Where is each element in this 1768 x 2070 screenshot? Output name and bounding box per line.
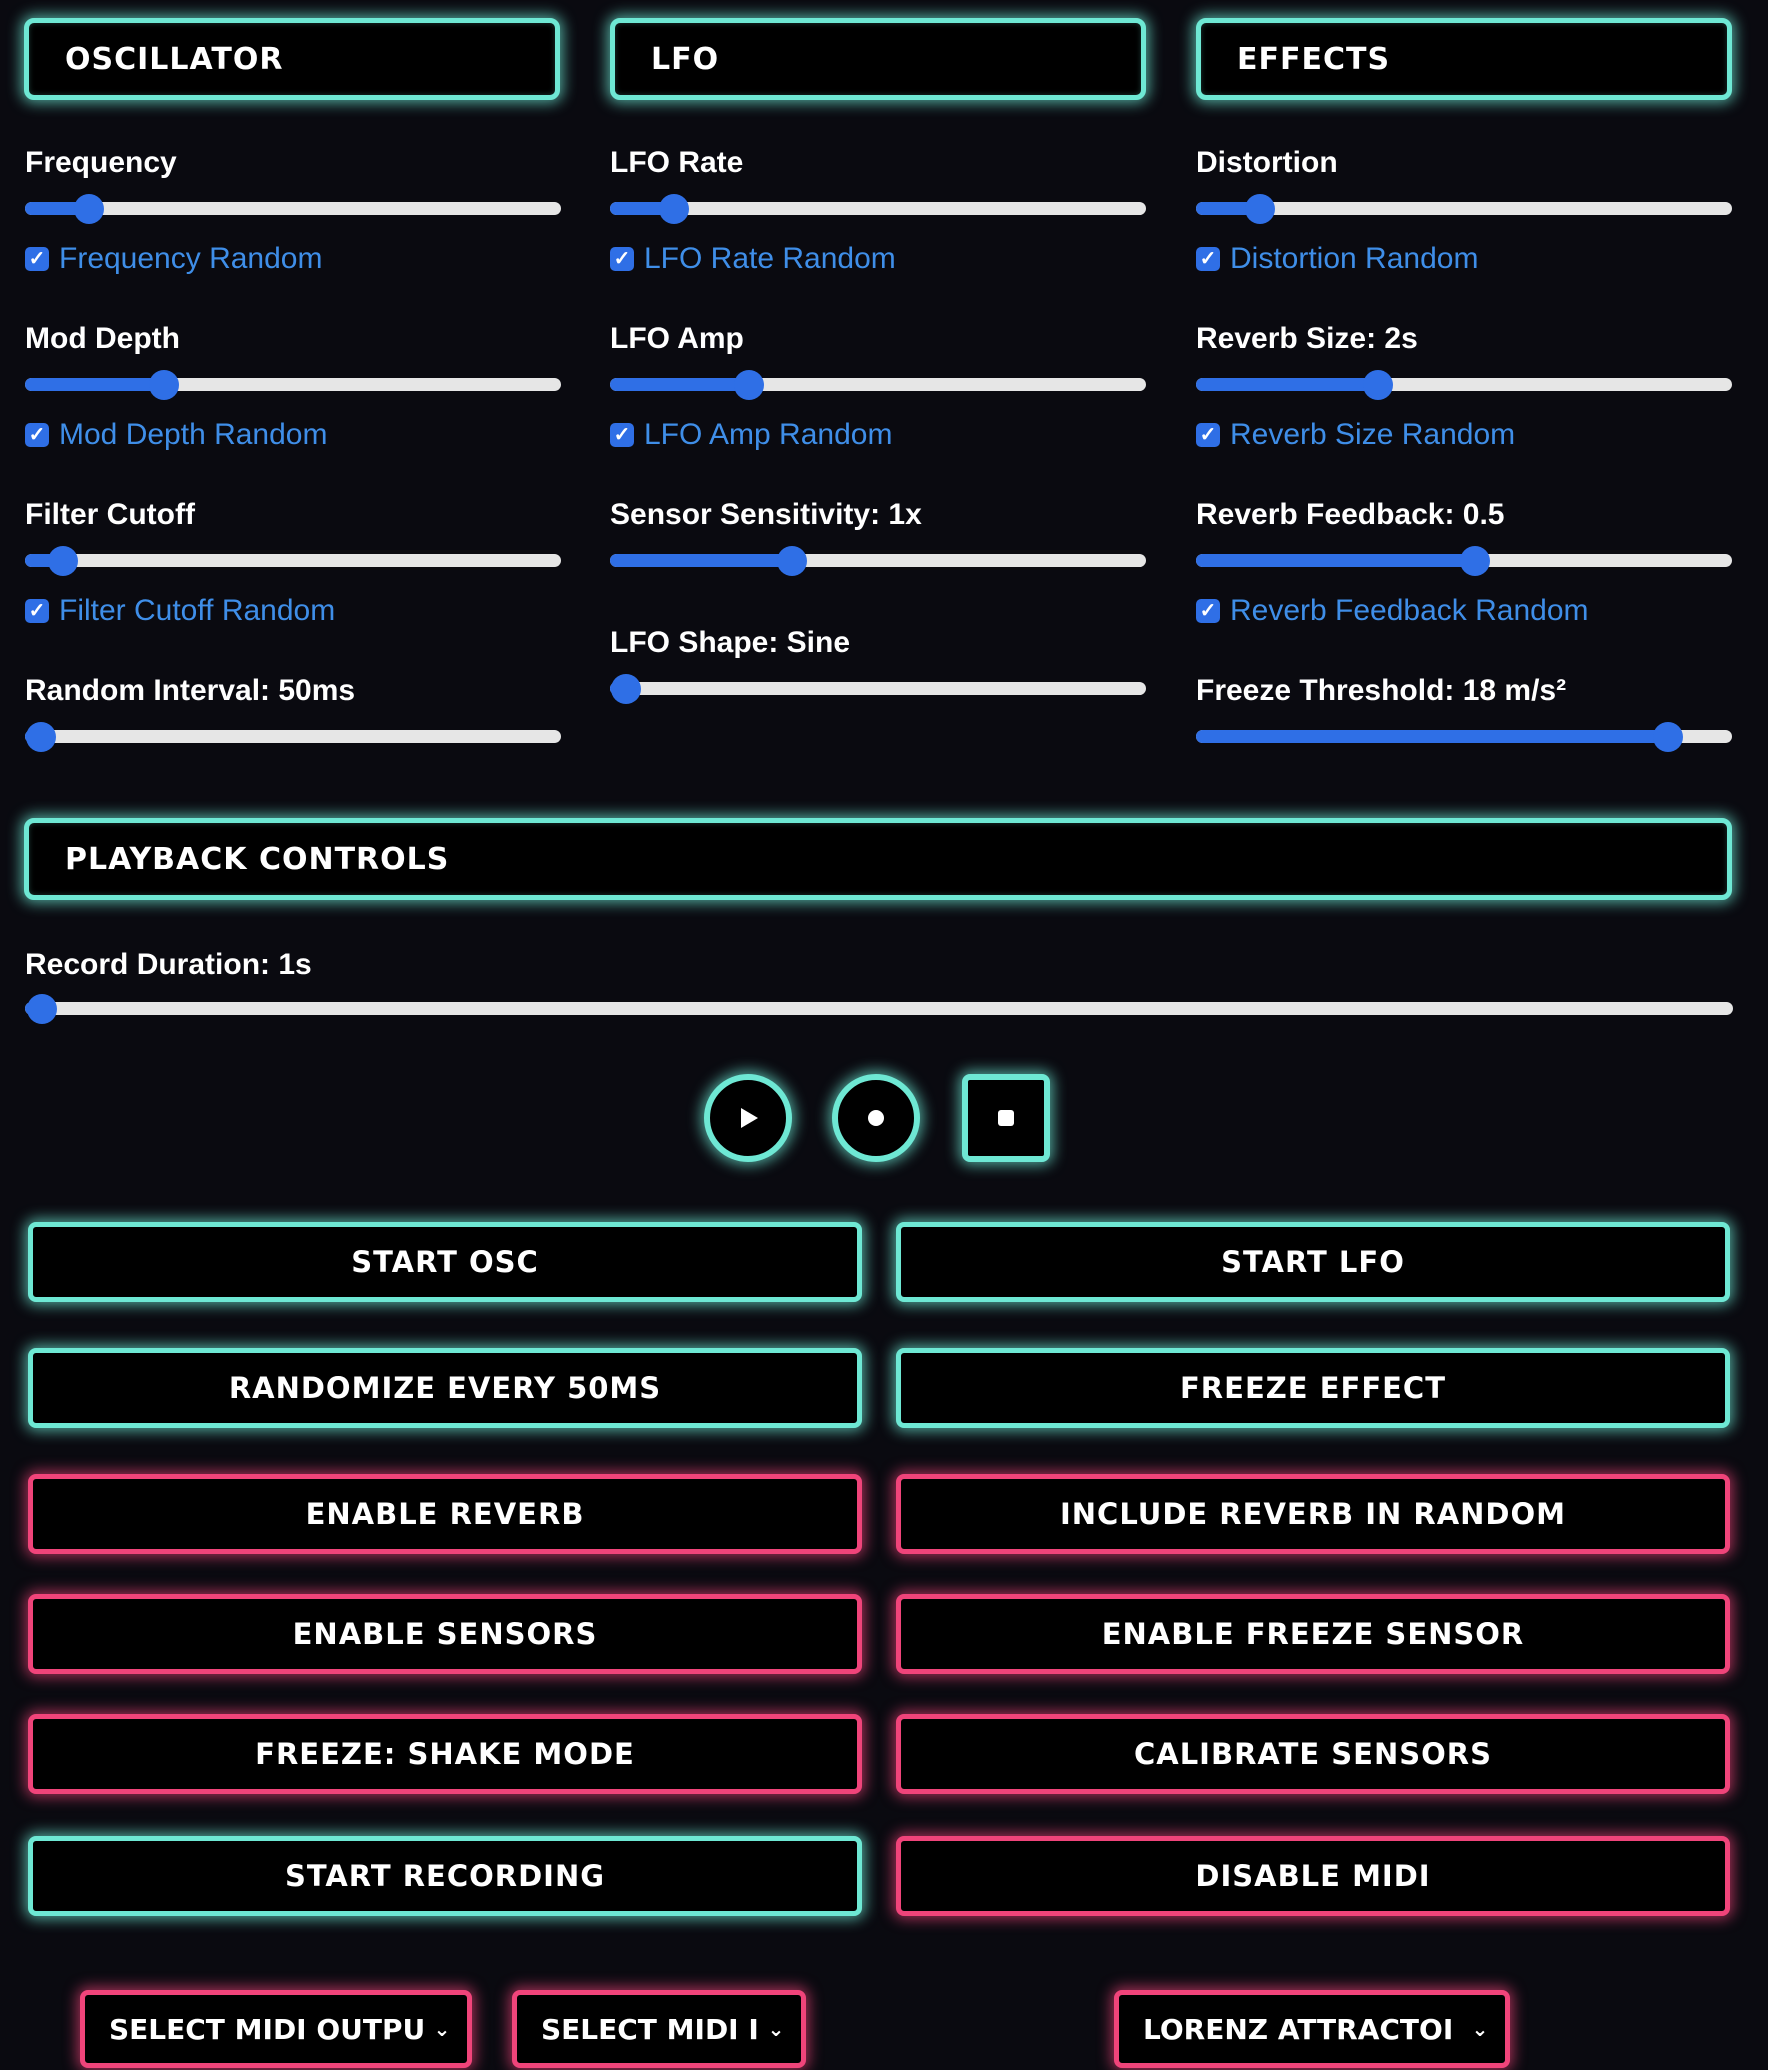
freeze-effect-button[interactable]: FREEZE EFFECT <box>896 1348 1730 1428</box>
freeze-mode-button[interactable]: FREEZE: SHAKE MODE <box>28 1714 862 1794</box>
distortion-label: Distortion <box>1196 146 1338 179</box>
slider-thumb[interactable] <box>74 194 104 224</box>
include-reverb-random-button[interactable]: INCLUDE REVERB IN RANDOM <box>896 1474 1730 1554</box>
sensor-sensitivity-label: Sensor Sensitivity: 1x <box>610 498 922 531</box>
stop-button[interactable] <box>962 1074 1050 1162</box>
mod-depth-random-label: Mod Depth Random <box>59 418 328 451</box>
filter-cutoff-random-checkbox[interactable] <box>25 594 335 628</box>
slider-thumb[interactable] <box>734 370 764 400</box>
slider-thumb[interactable] <box>1460 546 1490 576</box>
lfo-shape-slider[interactable] <box>610 682 1146 695</box>
midi-output-value: SELECT MIDI OUTPU <box>109 2012 426 2046</box>
filter-cutoff-random-label: Filter Cutoff Random <box>59 594 336 627</box>
slider-thumb[interactable] <box>149 370 179 400</box>
play-button[interactable] <box>704 1074 792 1162</box>
lfo-amp-slider[interactable] <box>610 378 1146 391</box>
frequency-random-checkbox[interactable] <box>25 242 322 276</box>
checkbox-check-icon[interactable]: ✓ <box>1196 423 1220 447</box>
reverb-size-label: Reverb Size: 2s <box>1196 322 1418 355</box>
slider-thumb[interactable] <box>26 722 56 752</box>
lfo-shape-label: LFO Shape: Sine <box>610 626 851 659</box>
random-interval-label: Random Interval: 50ms <box>25 674 356 707</box>
distortion-slider[interactable] <box>1196 202 1732 215</box>
sensor-sensitivity-slider[interactable] <box>610 554 1146 567</box>
slider-thumb[interactable] <box>777 546 807 576</box>
disable-midi-button[interactable]: DISABLE MIDI <box>896 1836 1730 1916</box>
enable-reverb-button[interactable]: ENABLE REVERB <box>28 1474 862 1554</box>
reverb-feedback-slider[interactable] <box>1196 554 1732 567</box>
slider-thumb[interactable] <box>48 546 78 576</box>
lfo-amp-label: LFO Amp <box>610 322 744 355</box>
lfo-rate-random-checkbox[interactable] <box>610 242 896 276</box>
checkbox-check-icon[interactable]: ✓ <box>25 599 49 623</box>
calibrate-sensors-button[interactable]: CALIBRATE SENSORS <box>896 1714 1730 1794</box>
start-recording-button[interactable]: START RECORDING <box>28 1836 862 1916</box>
random-interval-slider[interactable] <box>25 730 561 743</box>
lfo-header: LFO <box>610 18 1146 100</box>
filter-cutoff-slider[interactable] <box>25 554 561 567</box>
lfo-amp-random-label: LFO Amp Random <box>644 418 893 451</box>
chevron-down-icon: ⌄ <box>767 2017 785 2041</box>
reverb-size-random-label: Reverb Size Random <box>1230 418 1516 451</box>
freeze-threshold-slider[interactable] <box>1196 730 1732 743</box>
checkbox-check-icon[interactable]: ✓ <box>25 423 49 447</box>
reverb-size-random-checkbox[interactable] <box>1196 418 1515 452</box>
lfo-amp-random-checkbox[interactable] <box>610 418 892 452</box>
playback-header: PLAYBACK CONTROLS <box>24 818 1732 900</box>
midi-output-select[interactable] <box>80 1990 472 2068</box>
slider-thumb[interactable] <box>659 194 689 224</box>
play-icon <box>733 1103 763 1133</box>
effects-header: EFFECTS <box>1196 18 1732 100</box>
checkbox-check-icon[interactable]: ✓ <box>610 247 634 271</box>
stop-icon <box>996 1108 1016 1128</box>
reverb-feedback-random-label: Reverb Feedback Random <box>1230 594 1589 627</box>
slider-thumb[interactable] <box>611 674 641 704</box>
record-duration-label: Record Duration: 1s <box>25 948 312 981</box>
record-button[interactable] <box>832 1074 920 1162</box>
checkbox-check-icon[interactable]: ✓ <box>610 423 634 447</box>
checkbox-check-icon[interactable]: ✓ <box>25 247 49 271</box>
slider-thumb[interactable] <box>1653 722 1683 752</box>
checkbox-check-icon[interactable]: ✓ <box>1196 247 1220 271</box>
frequency-random-label: Frequency Random <box>59 242 323 275</box>
mod-depth-random-checkbox[interactable] <box>25 418 327 452</box>
start-lfo-button[interactable]: START LFO <box>896 1222 1730 1302</box>
reverb-feedback-random-checkbox[interactable] <box>1196 594 1589 628</box>
mod-depth-label: Mod Depth <box>25 322 180 355</box>
slider-thumb[interactable] <box>1245 194 1275 224</box>
midi-input-select[interactable] <box>512 1990 806 2068</box>
start-osc-button[interactable]: START OSC <box>28 1222 862 1302</box>
frequency-slider[interactable] <box>25 202 561 215</box>
oscillator-header: OSCILLATOR <box>24 18 560 100</box>
mode-select[interactable] <box>1114 1990 1510 2068</box>
frequency-label: Frequency <box>25 146 177 179</box>
chevron-down-icon: ⌄ <box>433 2017 451 2041</box>
reverb-size-slider[interactable] <box>1196 378 1732 391</box>
lfo-rate-random-label: LFO Rate Random <box>644 242 896 275</box>
chevron-down-icon: ⌄ <box>1471 2017 1489 2041</box>
freeze-threshold-label: Freeze Threshold: 18 m/s² <box>1196 674 1567 707</box>
mode-value: LORENZ ATTRACTOI <box>1143 2012 1454 2046</box>
slider-thumb[interactable] <box>1363 370 1393 400</box>
enable-sensors-button[interactable]: ENABLE SENSORS <box>28 1594 862 1674</box>
record-duration-slider[interactable] <box>25 1002 1733 1015</box>
distortion-random-checkbox[interactable] <box>1196 242 1478 276</box>
reverb-feedback-label: Reverb Feedback: 0.5 <box>1196 498 1505 531</box>
record-icon <box>866 1108 886 1128</box>
lfo-rate-label: LFO Rate <box>610 146 744 179</box>
filter-cutoff-label: Filter Cutoff <box>25 498 195 531</box>
lfo-rate-slider[interactable] <box>610 202 1146 215</box>
checkbox-check-icon[interactable]: ✓ <box>1196 599 1220 623</box>
distortion-random-label: Distortion Random <box>1230 242 1479 275</box>
slider-thumb[interactable] <box>27 994 57 1024</box>
randomize-button[interactable]: RANDOMIZE EVERY 50MS <box>28 1348 862 1428</box>
midi-input-value: SELECT MIDI I <box>541 2012 759 2046</box>
enable-freeze-sensor-button[interactable]: ENABLE FREEZE SENSOR <box>896 1594 1730 1674</box>
mod-depth-slider[interactable] <box>25 378 561 391</box>
